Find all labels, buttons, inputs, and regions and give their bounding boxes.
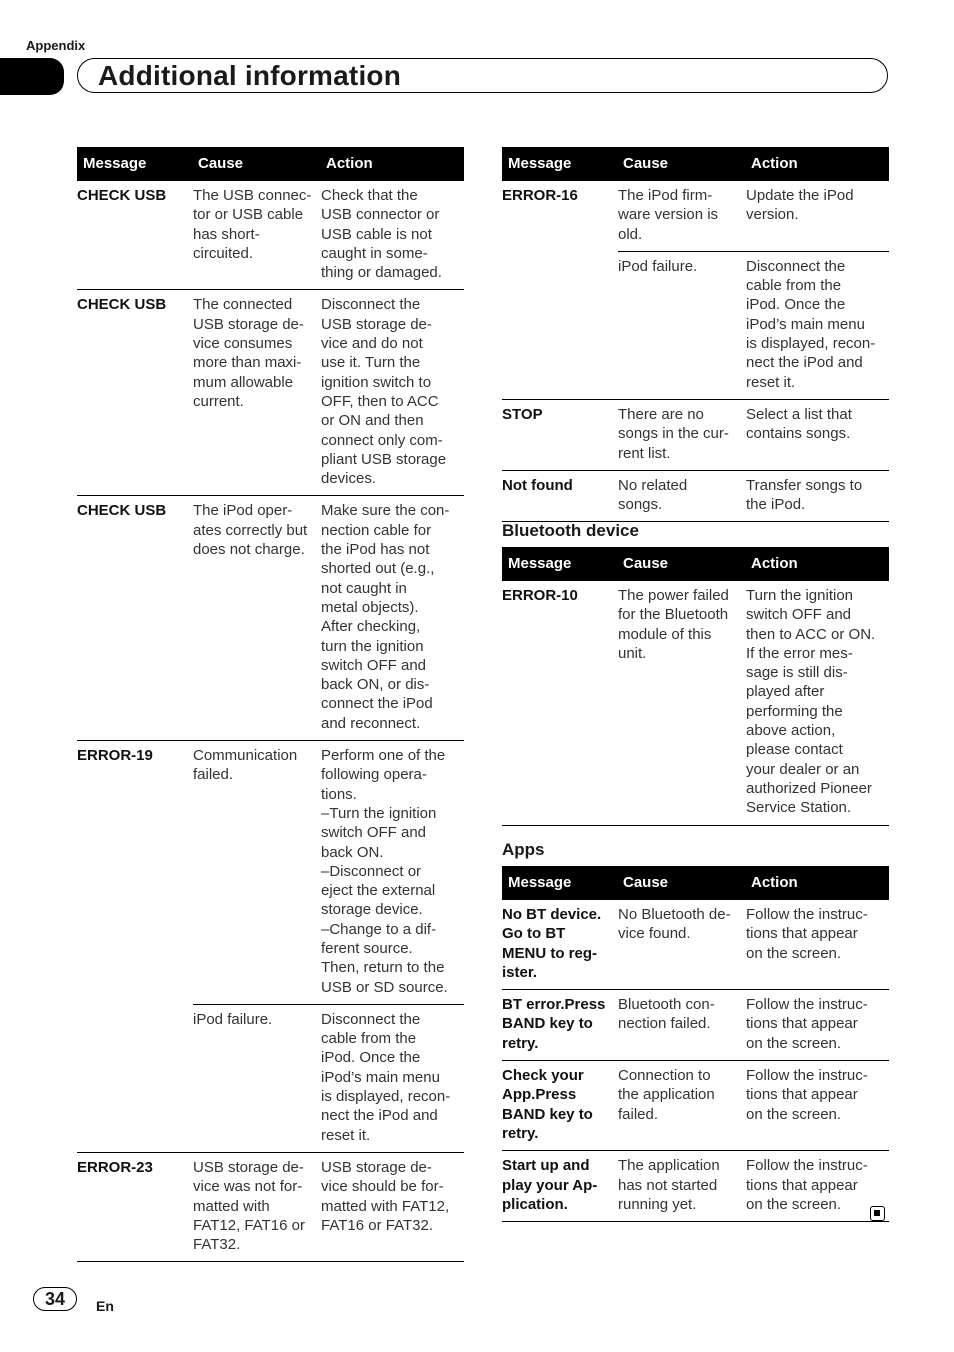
cause-cell-line: does not charge. <box>193 541 305 559</box>
message-cell: CHECK USB <box>77 496 193 741</box>
action-cell-line: iPod’s main menu <box>746 315 865 333</box>
apps-table-container <box>502 866 889 1222</box>
action-cell <box>746 900 889 990</box>
table-row <box>502 581 889 825</box>
right-message-table-container <box>502 147 889 522</box>
message-cell-line: Go to BT <box>502 925 566 943</box>
bluetooth-table-body <box>502 581 889 825</box>
section-tab-marker <box>0 58 64 95</box>
action-cell <box>746 581 889 825</box>
action-cell-line: version. <box>746 206 799 224</box>
action-cell <box>746 470 889 522</box>
action-cell-line: Update the iPod <box>746 187 854 204</box>
action-cell-line: reset it. <box>321 1126 371 1144</box>
cause-cell-line: USB storage de- <box>193 1158 304 1176</box>
action-cell-line: iPod. Once the <box>746 296 846 314</box>
action-cell-line: Disconnect the <box>321 1010 421 1028</box>
action-cell-line: played after <box>746 683 825 701</box>
table-row <box>502 1151 889 1222</box>
column-header-message: Message <box>502 147 618 181</box>
cause-cell-line: No related <box>618 476 688 494</box>
cause-cell-line: failed. <box>618 1105 659 1123</box>
cause-cell <box>618 1151 746 1222</box>
message-cell-line: Start up and <box>502 1157 590 1175</box>
cause-cell-line: more than maxi- <box>193 354 302 372</box>
action-cell-line: sage is still dis- <box>746 664 848 682</box>
table-header <box>502 147 889 181</box>
message-cell <box>502 990 618 1061</box>
column-header-action: Action <box>321 147 464 181</box>
action-cell-line: If the error mes- <box>746 644 853 662</box>
action-cell-line: cable from the <box>746 277 842 295</box>
cause-cell-line: The power failed <box>618 587 729 604</box>
message-cell-line: retry. <box>502 1034 539 1052</box>
cause-cell-line: FAT12, FAT16 or <box>193 1216 305 1234</box>
action-cell-line: ignition switch to <box>321 373 432 391</box>
action-cell-line: –Turn the ignition <box>321 804 437 822</box>
table-row <box>502 1061 889 1151</box>
action-cell-line: matted with FAT12, <box>321 1197 450 1215</box>
column-header-cause: Cause <box>618 547 746 581</box>
cause-cell-line: the application <box>618 1086 715 1104</box>
message-cell: ERROR-16 <box>502 187 578 204</box>
cause-cell-line: There are no <box>618 405 704 423</box>
message-cell <box>502 251 618 399</box>
cause-cell-line: nection failed. <box>618 1015 711 1033</box>
message-cell: ERROR-23 <box>77 1152 193 1261</box>
cause-cell-line: for the Bluetooth <box>618 606 729 624</box>
right-message-table <box>502 147 889 522</box>
action-cell-line: connect only com- <box>321 431 443 449</box>
table-row <box>502 399 889 470</box>
table-row <box>77 290 464 496</box>
action-cell-line: tions. <box>321 785 357 803</box>
left-message-table <box>77 147 464 1262</box>
section-label: Appendix <box>26 38 86 53</box>
action-cell-line: –Disconnect or <box>321 862 422 880</box>
action-cell-line: nect the iPod and <box>746 354 863 372</box>
action-cell-line: eject the external <box>321 882 436 900</box>
action-cell <box>321 1152 464 1261</box>
action-cell-line: storage device. <box>321 901 423 919</box>
table-row <box>77 181 464 290</box>
column-header-message: Message <box>502 866 618 900</box>
action-cell-line: the iPod has not <box>321 541 430 559</box>
cause-cell-line: has not started <box>618 1176 718 1194</box>
action-cell-line: contains songs. <box>746 425 851 443</box>
page-title: Additional information <box>98 60 402 91</box>
cause-cell-line: tor or USB cable <box>193 206 304 224</box>
table-row <box>502 990 889 1061</box>
cause-cell-line: vice found. <box>618 925 691 943</box>
action-cell <box>746 990 889 1061</box>
action-cell-line: turn the ignition <box>321 637 424 655</box>
action-cell-line: on the screen. <box>746 944 842 962</box>
cause-cell <box>193 290 321 496</box>
message-cell <box>502 1151 618 1222</box>
column-header-action: Action <box>746 547 889 581</box>
action-cell-line: Turn the ignition <box>746 587 854 604</box>
message-cell-line: No BT device. <box>502 906 602 923</box>
action-cell-line: OFF, then to ACC <box>321 392 439 410</box>
language-label: En <box>96 1298 114 1314</box>
cause-cell <box>618 581 746 825</box>
cause-cell-line: module of this <box>618 625 712 643</box>
action-cell-line: tions that appear <box>746 1176 858 1194</box>
message-cell: ERROR-19 <box>77 747 153 765</box>
message-cell <box>77 1004 193 1152</box>
action-cell-line: switch OFF and <box>321 824 427 842</box>
action-cell-line: or ON and then <box>321 412 424 430</box>
cause-cell-line: current. <box>193 392 244 410</box>
table-header <box>502 866 889 900</box>
action-cell-line: and reconnect. <box>321 714 421 732</box>
cause-cell <box>618 990 746 1061</box>
action-cell-line: vice should be for- <box>321 1178 444 1196</box>
action-cell-line: Follow the instruc- <box>746 906 868 923</box>
action-cell <box>746 399 889 470</box>
bluetooth-table-container <box>502 547 889 826</box>
action-cell-line: tions that appear <box>746 1015 858 1033</box>
action-cell-line: performing the <box>746 702 843 720</box>
cause-cell <box>193 741 321 1005</box>
action-cell <box>746 251 889 399</box>
message-cell-line: Check your <box>502 1067 584 1085</box>
action-cell-line: back ON, or dis- <box>321 676 430 694</box>
action-cell-line: USB storage de- <box>321 1158 432 1176</box>
action-cell-line: please contact <box>746 741 843 759</box>
cause-cell <box>618 251 746 399</box>
bluetooth-table <box>502 547 889 826</box>
cause-cell-line: The application <box>618 1157 720 1175</box>
message-cell: ERROR-10 <box>502 581 618 825</box>
cause-cell <box>193 496 321 741</box>
cause-cell-line: USB storage de- <box>193 315 304 333</box>
action-cell-line: Follow the instruc- <box>746 1067 868 1085</box>
action-cell-line: devices. <box>321 470 377 488</box>
column-header-message: Message <box>502 547 618 581</box>
message-cell <box>502 900 618 990</box>
table-row <box>502 251 889 399</box>
action-cell <box>321 181 464 290</box>
action-cell-line: nect the iPod and <box>321 1107 438 1125</box>
message-cell-line: ister. <box>502 963 538 981</box>
apps-table-body <box>502 900 889 1222</box>
action-cell-line: thing or damaged. <box>321 264 442 282</box>
action-cell-line: caught in some- <box>321 244 428 262</box>
message-cell-line: BAND key to <box>502 1105 593 1123</box>
table-row <box>502 181 889 251</box>
action-cell-line: switch OFF and <box>321 656 427 674</box>
cause-cell-line: mum allowable <box>193 373 294 391</box>
cause-cell-line: ware version is <box>618 206 719 224</box>
action-cell-line: tions that appear <box>746 1086 858 1104</box>
action-cell-line: nection cable for <box>321 521 432 539</box>
right-table-body <box>502 181 889 522</box>
cause-cell-line: circuited. <box>193 244 254 262</box>
message-cell-line: MENU to reg- <box>502 944 597 962</box>
apps-heading: Apps <box>502 840 545 859</box>
action-cell-line: is displayed, recon- <box>746 335 876 353</box>
cause-cell-line: The iPod firm- <box>618 187 713 204</box>
action-cell-line: ferent source. <box>321 939 413 957</box>
cause-cell <box>618 900 746 990</box>
cause-cell-line: failed. <box>193 766 234 784</box>
cause-cell-line: old. <box>618 225 643 243</box>
left-table-body <box>77 181 464 1262</box>
cause-cell-line: iPod failure. <box>618 257 698 275</box>
table-header <box>77 147 464 181</box>
action-cell <box>746 1151 889 1222</box>
cause-cell-line: vice was not for- <box>193 1178 303 1196</box>
action-cell <box>746 181 889 251</box>
message-cell: CHECK USB <box>77 181 193 290</box>
cause-cell-line: songs. <box>618 496 663 514</box>
action-cell-line: then to ACC or ON. <box>746 625 876 643</box>
action-cell-line: use it. Turn the <box>321 354 421 372</box>
table-row <box>77 741 464 1005</box>
cause-cell-line: matted with <box>193 1197 270 1215</box>
table-row <box>502 470 889 522</box>
apps-table <box>502 866 889 1222</box>
table-row <box>77 496 464 741</box>
action-cell-line: shorted out (e.g., <box>321 560 435 578</box>
title-banner <box>77 58 888 93</box>
cause-cell-line: Bluetooth con- <box>618 996 715 1014</box>
action-cell-line: on the screen. <box>746 1195 842 1213</box>
action-cell-line: is displayed, recon- <box>321 1088 451 1106</box>
column-header-cause: Cause <box>618 147 746 181</box>
action-cell-line: your dealer or an <box>746 760 860 778</box>
cause-cell <box>618 1061 746 1151</box>
table-row <box>77 1004 464 1152</box>
action-cell-line: the iPod. <box>746 496 806 514</box>
action-cell-line: Disconnect the <box>746 257 846 275</box>
message-cell-line: play your Ap- <box>502 1176 598 1194</box>
cause-cell <box>618 470 746 522</box>
action-cell-line: FAT16 or FAT32. <box>321 1216 433 1234</box>
cause-cell <box>618 181 746 251</box>
action-cell-line: Follow the instruc- <box>746 996 868 1014</box>
cause-cell-line: No Bluetooth de- <box>618 906 731 923</box>
cause-cell-line: Communication <box>193 747 298 765</box>
action-cell-line: on the screen. <box>746 1034 842 1052</box>
action-cell-line: metal objects). <box>321 598 419 616</box>
cause-cell-line: FAT32. <box>193 1236 241 1254</box>
action-cell-line: USB connector or <box>321 206 440 224</box>
action-cell <box>321 496 464 741</box>
cause-cell-line: running yet. <box>618 1195 697 1213</box>
cause-cell <box>193 1152 321 1261</box>
action-cell <box>746 1061 889 1151</box>
message-cell-line: App.Press <box>502 1086 577 1104</box>
action-cell-line: USB storage de- <box>321 315 432 333</box>
action-cell-line: authorized Pioneer <box>746 779 872 797</box>
action-cell-line: connect the iPod <box>321 695 433 713</box>
action-cell-line: not caught in <box>321 579 407 597</box>
action-cell-line: tions that appear <box>746 925 858 943</box>
action-cell <box>321 290 464 496</box>
cause-cell-line: ates correctly but <box>193 521 308 539</box>
action-cell-line: Make sure the con- <box>321 502 450 520</box>
action-cell-line: vice and do not <box>321 335 423 353</box>
end-of-section-icon <box>870 1206 885 1221</box>
action-cell <box>321 741 464 1005</box>
action-cell-line: iPod. Once the <box>321 1049 421 1067</box>
action-cell-line: pliant USB storage <box>321 450 447 468</box>
column-header-message: Message <box>77 147 193 181</box>
action-cell-line: Perform one of the <box>321 747 446 765</box>
message-cell-line: BT error.Press <box>502 996 606 1014</box>
cause-cell <box>618 399 746 470</box>
message-cell <box>502 1061 618 1151</box>
left-message-table-container <box>77 147 464 1262</box>
cause-cell-line: The connected <box>193 296 293 314</box>
cause-cell-line: unit. <box>618 644 647 662</box>
action-cell-line: back ON. <box>321 843 384 861</box>
cause-cell-line: has short- <box>193 225 260 243</box>
cause-cell <box>193 181 321 290</box>
action-cell-line: on the screen. <box>746 1105 842 1123</box>
bluetooth-heading: Bluetooth device <box>502 521 639 540</box>
action-cell-line: following opera- <box>321 766 427 784</box>
cause-cell-line: The USB connec- <box>193 187 312 204</box>
cause-cell-line: The iPod oper- <box>193 502 293 520</box>
action-cell-line: reset it. <box>746 373 796 391</box>
action-cell-line: Check that the <box>321 187 418 204</box>
action-cell-line: USB or SD source. <box>321 978 448 996</box>
message-cell-line: plication. <box>502 1195 568 1213</box>
action-cell <box>321 1004 464 1152</box>
column-header-cause: Cause <box>193 147 321 181</box>
message-cell-line: retry. <box>502 1124 539 1142</box>
action-cell-line: switch OFF and <box>746 606 852 624</box>
cause-cell-line: Connection to <box>618 1067 711 1085</box>
message-cell: CHECK USB <box>77 290 193 496</box>
cause-cell-line: iPod failure. <box>193 1010 273 1028</box>
message-cell: STOP <box>502 399 618 470</box>
action-cell-line: –Change to a dif- <box>321 920 437 938</box>
column-header-action: Action <box>746 147 889 181</box>
cause-cell-line: rent list. <box>618 444 671 462</box>
page-number: 34 <box>33 1287 77 1311</box>
column-header-cause: Cause <box>618 866 746 900</box>
table-row <box>502 900 889 990</box>
action-cell-line: Select a list that <box>746 405 852 423</box>
cause-cell-line: songs in the cur- <box>618 425 729 443</box>
message-cell-line: BAND key to <box>502 1015 593 1033</box>
action-cell-line: Then, return to the <box>321 959 445 977</box>
action-cell-line: cable from the <box>321 1030 417 1048</box>
action-cell-line: Follow the instruc- <box>746 1157 868 1175</box>
action-cell-line: iPod’s main menu <box>321 1068 440 1086</box>
column-header-action: Action <box>746 866 889 900</box>
message-cell: Not found <box>502 470 618 522</box>
action-cell-line: After checking, <box>321 618 421 636</box>
table-header <box>502 547 889 581</box>
cause-cell-line: vice consumes <box>193 335 293 353</box>
action-cell-line: Service Station. <box>746 799 852 817</box>
table-row <box>77 1152 464 1261</box>
action-cell-line: USB cable is not <box>321 225 432 243</box>
action-cell-line: Disconnect the <box>321 296 421 314</box>
cause-cell <box>193 1004 321 1152</box>
action-cell-line: Transfer songs to <box>746 476 863 494</box>
action-cell-line: above action, <box>746 722 836 740</box>
